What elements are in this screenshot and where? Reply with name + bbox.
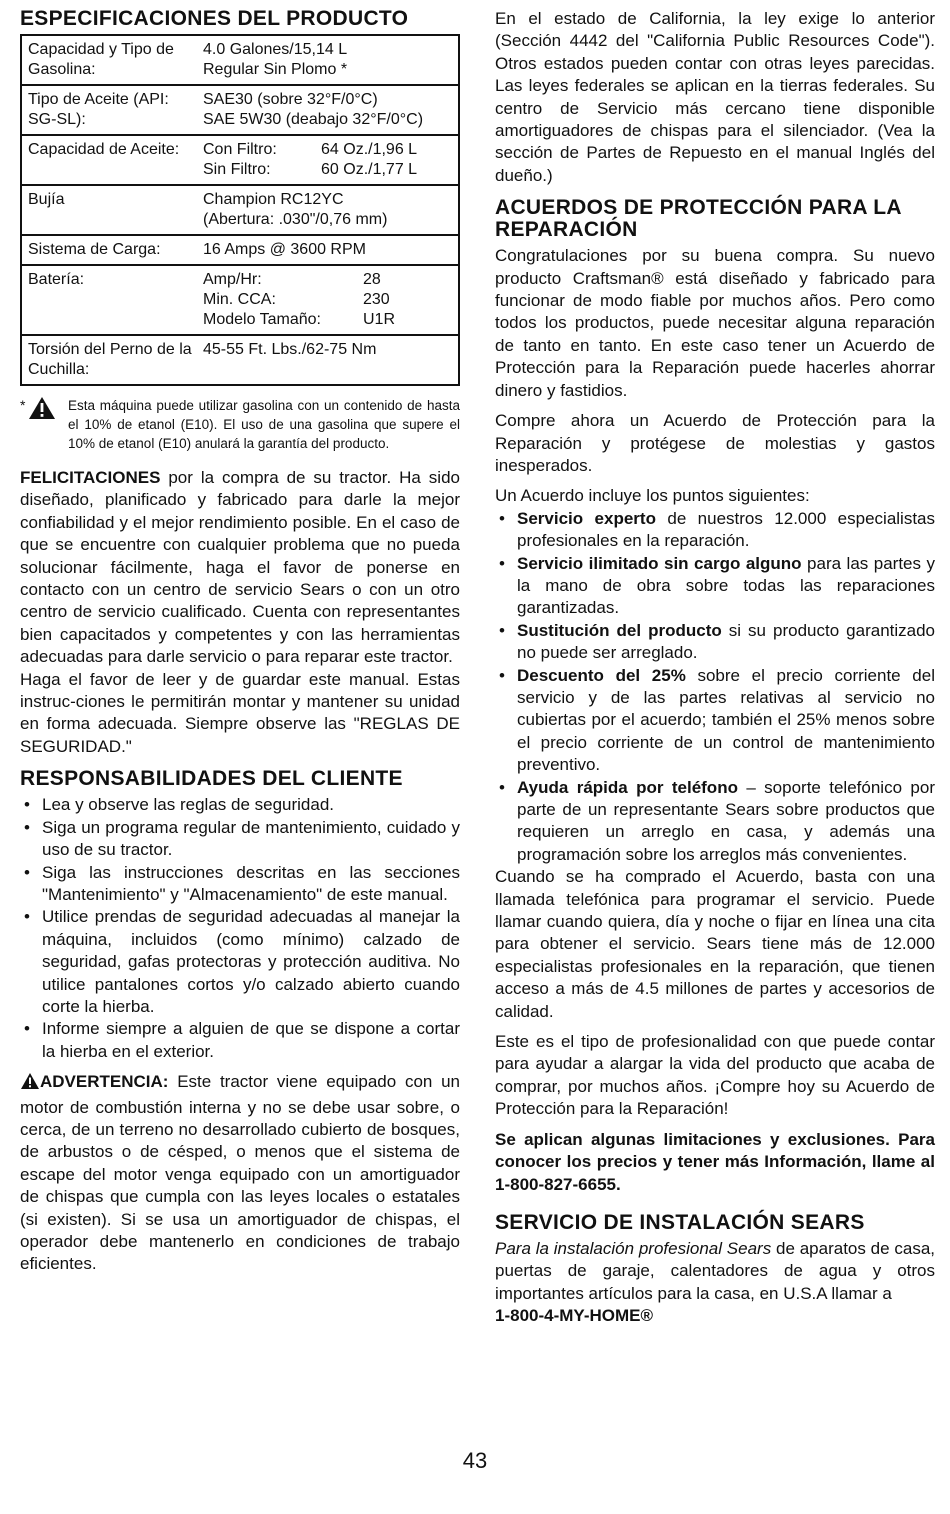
list-item (495, 508, 935, 553)
spec-pair (203, 160, 454, 180)
spec-value-line: SAE30 (sobre 32°F/0°C) (203, 91, 378, 108)
warning-text: Este tractor viene equipado con un motor de combustión interna y no se debe usar sobre, o cerca, de un terreno no desarrollado cubierto de bosques, de arbustos o de césped, o menos que el sistema de escape del motor venga equipado con un amortiguador de chispas que cumpla con las leyes locales o estatales (si existen). Si se usa un amortiguador de chispas, el operador debe mantenerlo en condiciones de trabajo eficientes. (20, 1072, 460, 1274)
specs-heading: ESPECIFICACIONES DEL PRODUCTO (20, 7, 409, 30)
table-row (21, 135, 459, 185)
list-item-text: sobre el precio corriente del servicio y de las partes relativas al servicio no cubiertas por el acuerdo; también el 25% menos sobre el precio corriente de un control de mantenimiento preventivo. (517, 665, 935, 775)
left-column (20, 8, 460, 1276)
table-row (21, 85, 459, 135)
list-item-text: de nuestros 12.000 especialistas profesionales en la reparación. (517, 508, 936, 551)
protection-heading: ACUERDOS DE PROTECCIÓN PARA LA REPARACIÓN (495, 196, 902, 242)
intro-lead: FELICITACIONES (20, 468, 161, 487)
list-item-bold: Descuento del 25% (517, 665, 686, 685)
protection-paragraph-3: Un Acuerdo incluye los puntos siguientes: (495, 486, 810, 506)
protection-paragraph-6: Se aplican algunas limitaciones y exclusiones. Para conocer los precios y tener más Información, llame al 1-800-827-6655. (495, 1129, 935, 1194)
list-item-bold: Servicio ilimitado sin cargo alguno (517, 553, 802, 573)
spec-subkey: Min. CCA: (203, 291, 276, 308)
table-row (21, 235, 459, 265)
spec-value (197, 35, 459, 85)
list-item-text: para las partes y la mano de obra sobre todas las reparaciones garantizadas. (517, 553, 935, 618)
protection-list (495, 508, 935, 867)
installation-heading: SERVICIO DE INSTALACIÓN SEARS (495, 1210, 865, 1234)
spec-pair (203, 270, 454, 290)
spec-value: 45-55 Ft. Lbs./62-75 Nm (203, 341, 377, 358)
responsibilities-heading: RESPONSABILIDADES DEL CLIENTE (20, 767, 403, 791)
spec-label: Batería: (28, 271, 85, 288)
note-text: Esta máquina puede utilizar gasolina con un contenido de hasta el 10% de etanol (E10). El uso de una gasolina que supere el 10% de etanol (E10) anulará la garantía del producto. (68, 398, 460, 451)
list-item: • Informe siempre a alguien de que se dispone a cortar la hierba en el exterior. (20, 1018, 460, 1063)
spec-label: Tipo de Aceite (API: SG-SL): (28, 91, 169, 128)
list-item (495, 777, 935, 867)
list-item: • Siga las instrucciones descritas en las secciones "Mantenimiento" y "Almacenamiento" de este manual. (20, 862, 460, 907)
spec-pair (203, 290, 454, 310)
warning-paragraph (20, 1071, 460, 1276)
protection-paragraph-1: Congratulaciones por su buena compra. Su nuevo producto Craftsman® está diseñado y fabricado para funcionar de modo fiable por muchos años. Pero como todos los productos, puede necesitar alguna reparación de tanto en tanto. En este caso tener un Acuerdo de Protección para la Reparación puede hacerles ahorrar dinero y fastidios. (495, 246, 935, 400)
right-column (495, 8, 935, 1328)
list-item (495, 553, 935, 620)
specs-table (20, 34, 460, 386)
spec-value (197, 85, 459, 135)
spec-subkey: Sin Filtro: (203, 161, 271, 178)
list-item: • Lea y observe las reglas de seguridad. (20, 794, 460, 816)
note-asterisk: * (20, 397, 26, 413)
responsibilities-list (20, 794, 460, 1063)
spec-value-line: SAE 5W30 (deabajo 32°F/0°C) (203, 111, 424, 128)
spec-value-line: Champion RC12YC (203, 191, 344, 208)
list-item: • Siga un programa regular de mantenimiento, cuidado y uso de su tractor. (20, 817, 460, 862)
list-item-bold: Ayuda rápida por teléfono (517, 777, 738, 797)
intro-text: por la compra de su tractor. Ha sido diseñado, planificado y fabricado para darle la mejor confiabilidad y el mejor rendimiento posible. En el caso de que se encuentre con cualquier problema que no pueda solucionar fácilmente, haga el favor de ponerse en contacto con un centro de servicio Sears o con un otro centro de servicio cualificado. Cuenta con representantes bien capacitados y competentes y con las herramientas adecuadas para darle servicio o para reparar este tractor. (20, 468, 460, 667)
installation-paragraph (495, 1238, 935, 1305)
warning-triangle-icon (20, 1072, 40, 1096)
spec-value (197, 265, 459, 335)
list-item (495, 620, 935, 665)
table-row (21, 185, 459, 235)
intro-paragraph (20, 467, 460, 669)
list-item-text: si su producto garantizado no puede ser arreglado. (517, 620, 936, 663)
spec-value: 16 Amps @ 3600 RPM (203, 241, 366, 258)
spec-label: Capacidad y Tipo de Gasolina: (28, 41, 174, 78)
table-row (21, 35, 459, 85)
list-item (495, 665, 935, 777)
protection-paragraph-4: Cuando se ha comprado el Acuerdo, basta con una llamada telefónica para programar el servicio. Puede llamar cuando quiera, día y noche o fijar en línea una cita para obtener el servicio. Sears tiene más de 12.000 especialistas profesionales en la reparación, que tienen acceso a más de 4.5 millones de partes y accesorios de calidad. (495, 867, 935, 1021)
spec-subvalue: 64 Oz./1,96 L (321, 141, 418, 158)
spec-label: Capacidad de Aceite: (28, 141, 180, 158)
installation-text: de aparatos de casa, puertas de garaje, calentadores de agua y otros importantes artículos para la casa, en U.S.A llamar a (495, 1238, 935, 1303)
spec-value-line: Regular Sin Plomo * (203, 61, 348, 78)
list-item-bold: Sustitución del producto (517, 620, 722, 640)
spec-value (197, 185, 459, 235)
list-item-text: – soporte telefónico por parte de un representante Sears sobre productos que requieren un arreglo en casa, y además una programación sobre los arreglos más convenientes. (517, 777, 935, 864)
spec-value-line: 4.0 Galones/15,14 L (203, 41, 348, 58)
installation-phone: 1-800-4-MY-HOME® (495, 1306, 654, 1326)
california-paragraph: En el estado de California, la ley exige lo anterior (Sección 4442 del "California Public Resources Code"). Otros estados pueden contar con otras leyes parecidas. Las leyes federales se aplican en la tierras federales. Su centro de Servicio más cercano tiene disponible amortiguadores de chispas para el silenciador. (Vea la sección de Partes de Repuesto en el manual Inglés del dueño.) (495, 9, 935, 185)
spec-subvalue: U1R (363, 311, 396, 328)
list-item: • Utilice prendas de seguridad adecuadas al manejar la máquina, incluidos (como mínimo) calzado de seguridad, gafas protectoras y protección auditiva. No utilice pantalones cortos y/o calzado abierto cuando corte la hierba. (20, 906, 460, 1018)
spec-subkey: Amp/Hr: (203, 271, 262, 288)
warning-triangle-icon (28, 396, 56, 425)
ethanol-note (20, 396, 460, 453)
spec-label: Bujía (28, 191, 65, 208)
spec-value-line: (Abertura: .030"/0,76 mm) (203, 211, 388, 228)
spec-label: Sistema de Carga: (28, 241, 161, 258)
warning-lead: ADVERTENCIA: (40, 1072, 169, 1092)
table-row (21, 265, 459, 335)
spec-subvalue: 60 Oz./1,77 L (321, 161, 418, 178)
protection-paragraph-2: Compre ahora un Acuerdo de Protección para la Reparación y protégese de molestias y gastos inesperados. (495, 411, 935, 475)
spec-subvalue: 230 (363, 291, 390, 308)
page-number: 43 (462, 1448, 488, 1473)
spec-label: Torsión del Perno de la Cuchilla: (28, 341, 192, 378)
table-row (21, 335, 459, 385)
spec-pair (203, 310, 454, 330)
spec-subkey: Modelo Tamaño: (203, 311, 321, 328)
spec-value (197, 135, 459, 185)
spec-subvalue: 28 (363, 271, 381, 288)
protection-paragraph-5: Este es el tipo de profesionalidad con que puede contar para ayudar a alargar la vida del producto que acaba de comprar, por muchos años. ¡Compre hoy su Acuerdo de Protección para la Reparación! (495, 1032, 935, 1119)
spec-pair (203, 140, 454, 160)
spec-subkey: Con Filtro: (203, 141, 277, 158)
list-item-bold: Servicio experto (517, 508, 656, 528)
intro-paragraph-2: Haga el favor de leer y de guardar este manual. Estas instruc-ciones le permitirán montar y mantener su unidad en forma adecuada. Siempre observe las "REGLAS DE SEGURIDAD." (20, 669, 460, 756)
installation-italic: Para la instalación profesional Sears (495, 1238, 772, 1258)
